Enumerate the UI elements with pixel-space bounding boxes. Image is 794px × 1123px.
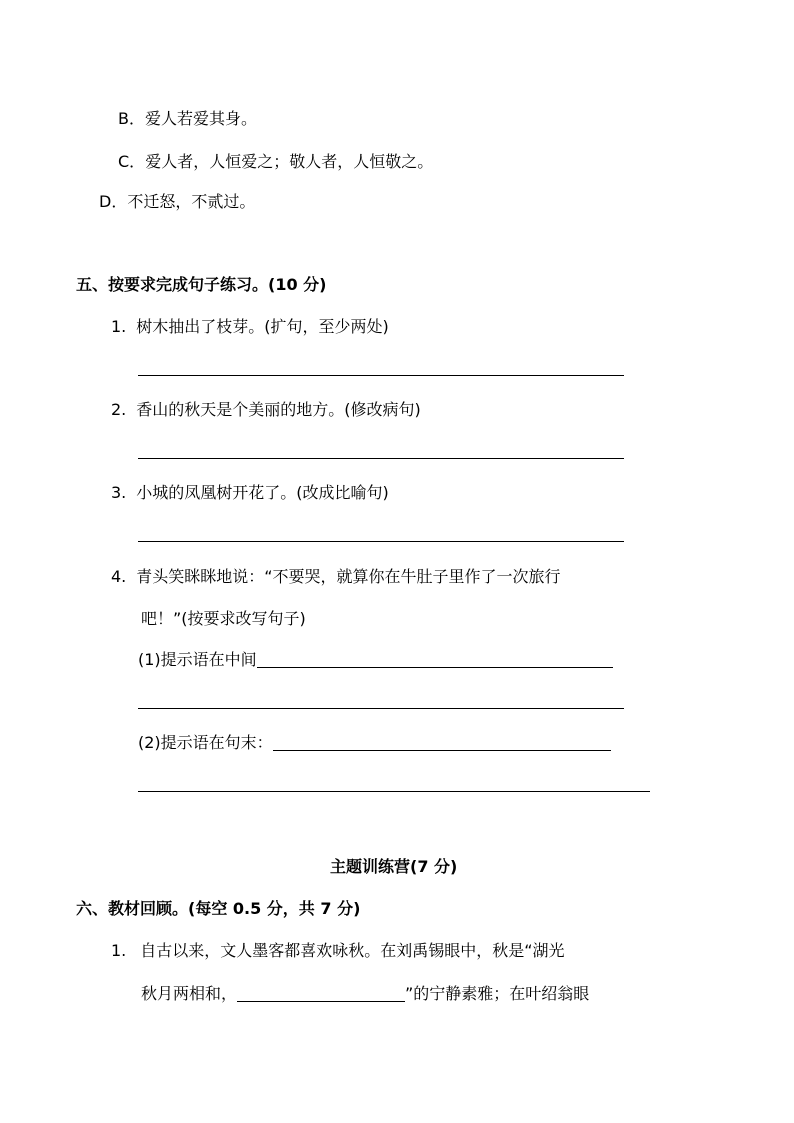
- section5-item-2: [111, 400, 421, 420]
- section5-item-3: [111, 483, 389, 503]
- item-1-number: 1.: [111, 317, 127, 336]
- section5-item-4: [111, 567, 561, 587]
- option-b-letter: B．: [118, 109, 145, 128]
- sub-question-2: [138, 733, 611, 753]
- answer-line-4a[interactable]: [138, 708, 624, 709]
- theme-title: 主题训练营(7 分): [330, 857, 458, 876]
- fill-blank-1[interactable]: [237, 985, 405, 1002]
- sub-question-1-label: (1)提示语在中间: [138, 650, 257, 669]
- section6-heading: 六、教材回顾。(每空 0.5 分，共 7 分): [76, 899, 361, 918]
- section6-item-1-line2-before: 秋月两相和，: [141, 984, 238, 1003]
- option-c-text: 爱人者，人恒爱之；敬人者，人恒敬之。: [145, 152, 434, 171]
- option-d: [99, 192, 255, 212]
- item-4-number: 4.: [111, 567, 127, 586]
- item-2-text: 香山的秋天是个美丽的地方。(修改病句): [136, 400, 421, 419]
- section6-item-1-cont: [141, 984, 589, 1004]
- option-c: [118, 152, 433, 172]
- section6-item-1: [111, 941, 565, 961]
- section6-item-1-number: 1.: [111, 941, 127, 960]
- sub-question-2-blank[interactable]: [273, 734, 611, 751]
- option-c-letter: C．: [118, 152, 146, 171]
- answer-line-4b[interactable]: [138, 791, 650, 792]
- item-3-number: 3.: [111, 483, 127, 502]
- answer-line-3[interactable]: [138, 541, 624, 542]
- sub-question-2-label: (2)提示语在句末：: [138, 733, 273, 752]
- section5-heading: 五、按要求完成句子练习。(10 分): [76, 275, 327, 294]
- section6-item-1-line2-after: ”的宁静素雅；在叶绍翁眼: [405, 984, 590, 1003]
- sub-question-1-blank[interactable]: [257, 651, 613, 668]
- section6-item-1-line1: 自古以来，文人墨客都喜欢咏秋。在刘禹锡眼中，秋是“湖光: [140, 941, 565, 960]
- option-b-text: 爱人若爱其身。: [144, 109, 257, 128]
- item-4-continuation: 吧！”(按要求改写句子): [141, 609, 306, 628]
- item-3-text: 小城的凤凰树开花了。(改成比喻句): [136, 483, 389, 502]
- sub-question-1: [138, 650, 613, 670]
- option-d-letter: D．: [99, 192, 128, 211]
- section5-item-1: [111, 317, 389, 337]
- option-d-text: 不迁怒，不贰过。: [127, 192, 256, 211]
- option-b: [118, 109, 257, 129]
- item-1-text: 树木抽出了枝芽。(扩句，至少两处): [136, 317, 389, 336]
- answer-line-1[interactable]: [138, 375, 624, 376]
- item-4-text: 青头笑眯眯地说：“不要哭，就算你在牛肚子里作了一次旅行: [136, 567, 561, 586]
- item-2-number: 2.: [111, 400, 127, 419]
- answer-line-2[interactable]: [138, 458, 624, 459]
